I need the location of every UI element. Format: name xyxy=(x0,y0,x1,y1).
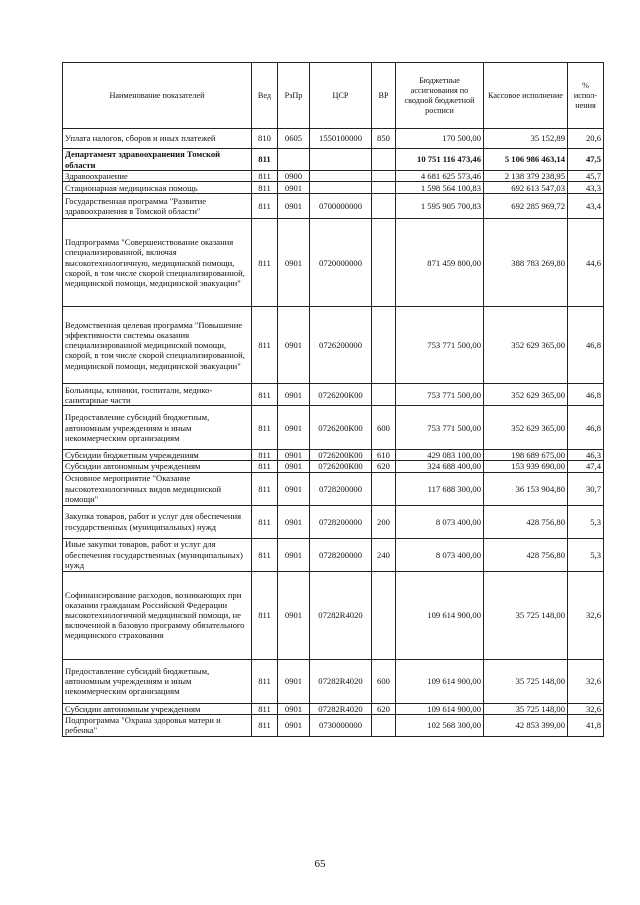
table-row xyxy=(63,171,604,182)
row-rzpr: 0901 xyxy=(278,450,310,461)
row-rzpr: 0901 xyxy=(278,461,310,472)
row-ved: 811 xyxy=(252,714,278,736)
row-vr: 200 xyxy=(372,505,396,538)
table-row xyxy=(63,307,604,384)
row-name: Предоставление субсидий бюджетным, автономным учреждениям и иным некоммерческим организациям xyxy=(63,659,252,703)
row-csr: 0728200000 xyxy=(310,472,372,505)
row-pct: 46,8 xyxy=(568,307,604,384)
row-plan: 4 681 625 573,46 xyxy=(396,171,484,182)
row-csr: 0700000000 xyxy=(310,194,372,219)
row-cash: 428 756,80 xyxy=(484,505,568,538)
row-rzpr: 0901 xyxy=(278,307,310,384)
row-ved: 811 xyxy=(252,538,278,571)
row-pct: 5,3 xyxy=(568,505,604,538)
row-rzpr: 0901 xyxy=(278,472,310,505)
row-pct: 41,8 xyxy=(568,714,604,736)
row-name: Иные закупки товаров, работ и услуг для обеспечения государственных (муниципальных) нужд xyxy=(63,538,252,571)
row-vr xyxy=(372,194,396,219)
row-ved: 811 xyxy=(252,472,278,505)
row-cash: 2 138 379 238,95 xyxy=(484,171,568,182)
table-row xyxy=(63,182,604,194)
row-rzpr xyxy=(278,149,310,171)
row-name: Субсидии бюджетным учреждениям xyxy=(63,450,252,461)
row-ved: 811 xyxy=(252,450,278,461)
row-plan: 871 459 800,00 xyxy=(396,219,484,307)
row-cash: 36 153 904,80 xyxy=(484,472,568,505)
row-cash: 428 756,80 xyxy=(484,538,568,571)
row-cash: 198 689 675,00 xyxy=(484,450,568,461)
row-cash: 352 629 365,00 xyxy=(484,406,568,450)
row-name: Закупка товаров, работ и услуг для обеспечения государственных (муниципальных) нужд xyxy=(63,505,252,538)
row-name: Основное мероприятие "Оказание высокотехнологичных видов медицинской помощи" xyxy=(63,472,252,505)
row-vr: 610 xyxy=(372,450,396,461)
row-rzpr: 0605 xyxy=(278,129,310,149)
row-csr: 0726200000 xyxy=(310,307,372,384)
row-pct: 44,6 xyxy=(568,219,604,307)
table-row xyxy=(63,450,604,461)
row-rzpr: 0901 xyxy=(278,182,310,194)
header-ved: Вед xyxy=(252,63,278,129)
row-rzpr: 0901 xyxy=(278,703,310,714)
header-pct: % испол-нения xyxy=(568,63,604,129)
row-rzpr: 0901 xyxy=(278,659,310,703)
header-csr: ЦСР xyxy=(310,63,372,129)
row-rzpr: 0901 xyxy=(278,714,310,736)
table-row xyxy=(63,149,604,171)
row-ved: 810 xyxy=(252,129,278,149)
row-name: Уплата налогов, сборов и иных платежей xyxy=(63,129,252,149)
row-vr xyxy=(372,472,396,505)
row-vr: 600 xyxy=(372,659,396,703)
row-pct: 46,8 xyxy=(568,406,604,450)
row-plan: 102 568 300,00 xyxy=(396,714,484,736)
row-plan: 753 771 500,00 xyxy=(396,406,484,450)
table-row xyxy=(63,472,604,505)
row-name: Стационарная медицинская помощь xyxy=(63,182,252,194)
table-header-row xyxy=(63,63,604,129)
row-ved: 811 xyxy=(252,461,278,472)
row-ved: 811 xyxy=(252,149,278,171)
row-cash: 42 853 399,00 xyxy=(484,714,568,736)
row-pct: 45,7 xyxy=(568,171,604,182)
row-cash: 153 939 690,00 xyxy=(484,461,568,472)
row-name: Субсидии автономным учреждениям xyxy=(63,703,252,714)
table-row xyxy=(63,384,604,406)
row-pct: 5,3 xyxy=(568,538,604,571)
row-plan: 1 598 564 100,83 xyxy=(396,182,484,194)
row-vr: 600 xyxy=(372,406,396,450)
row-name: Ведомственная целевая программа "Повышение эффективности системы оказания специализированной медицинской помощи, скорой, в том числе скорой специализированной, медицинской помощи, медицинской эвакуации" xyxy=(63,307,252,384)
row-ved: 811 xyxy=(252,171,278,182)
row-csr: 0726200К00 xyxy=(310,406,372,450)
row-plan: 8 073 400,00 xyxy=(396,538,484,571)
row-name: Подпрограмма "Совершенствование оказания специализированной, включая высокотехнологичную, медицинской помощи, скорой, в том числе скорой специализированной, медицинской помощи, медицинской эвакуации" xyxy=(63,219,252,307)
row-name: Подпрограмма "Охрана здоровья матери и ребенка" xyxy=(63,714,252,736)
row-vr xyxy=(372,384,396,406)
row-csr: 0730000000 xyxy=(310,714,372,736)
row-ved: 811 xyxy=(252,307,278,384)
row-pct: 20,6 xyxy=(568,129,604,149)
page-number: 65 xyxy=(314,858,326,870)
row-csr: 07282R4020 xyxy=(310,571,372,659)
row-name: Департамент здравоохранения Томской области xyxy=(63,149,252,171)
row-vr: 620 xyxy=(372,461,396,472)
header-rzpr: РзПр xyxy=(278,63,310,129)
row-csr: 0720000000 xyxy=(310,219,372,307)
row-csr xyxy=(310,182,372,194)
row-cash: 35 725 148,00 xyxy=(484,703,568,714)
header-name: Наименование показателей xyxy=(63,63,252,129)
row-pct: 46,8 xyxy=(568,384,604,406)
row-vr xyxy=(372,307,396,384)
table-row xyxy=(63,194,604,219)
row-ved: 811 xyxy=(252,219,278,307)
row-csr: 0728200000 xyxy=(310,505,372,538)
row-rzpr: 0901 xyxy=(278,219,310,307)
row-vr: 240 xyxy=(372,538,396,571)
row-cash: 35 725 148,00 xyxy=(484,571,568,659)
table-row xyxy=(63,714,604,736)
row-pct: 32,6 xyxy=(568,659,604,703)
budget-execution-table xyxy=(62,62,604,737)
row-pct: 43,3 xyxy=(568,182,604,194)
table-row xyxy=(63,406,604,450)
row-plan: 170 500,00 xyxy=(396,129,484,149)
header-plan: Бюджетные ассигнования по сводной бюджетной росписи xyxy=(396,63,484,129)
row-pct: 47,4 xyxy=(568,461,604,472)
row-rzpr: 0901 xyxy=(278,538,310,571)
row-name: Софинансирование расходов, возникающих при оказании гражданам Российской Федерации высокотехнологичной медицинской помощи, не включенной в базовую программу обязательного медицинского страхования xyxy=(63,571,252,659)
row-rzpr: 0901 xyxy=(278,571,310,659)
row-ved: 811 xyxy=(252,406,278,450)
row-vr: 620 xyxy=(372,703,396,714)
table-row xyxy=(63,129,604,149)
row-vr xyxy=(372,149,396,171)
row-csr: 0726200К00 xyxy=(310,384,372,406)
row-rzpr: 0901 xyxy=(278,194,310,219)
header-cash: Кассовое исполнение xyxy=(484,63,568,129)
table-row xyxy=(63,659,604,703)
row-vr: 850 xyxy=(372,129,396,149)
row-csr: 07282R4020 xyxy=(310,659,372,703)
row-plan: 324 688 400,00 xyxy=(396,461,484,472)
row-plan: 753 771 500,00 xyxy=(396,307,484,384)
row-plan: 10 751 116 473,46 xyxy=(396,149,484,171)
table-row xyxy=(63,219,604,307)
row-ved: 811 xyxy=(252,384,278,406)
row-plan: 1 595 905 700,83 xyxy=(396,194,484,219)
table-row xyxy=(63,571,604,659)
row-cash: 35 725 148,00 xyxy=(484,659,568,703)
row-vr xyxy=(372,219,396,307)
row-pct: 47,5 xyxy=(568,149,604,171)
row-plan: 429 083 100,00 xyxy=(396,450,484,461)
row-pct: 32,6 xyxy=(568,703,604,714)
row-rzpr: 0900 xyxy=(278,171,310,182)
row-ved: 811 xyxy=(252,571,278,659)
header-vr: ВР xyxy=(372,63,396,129)
row-name: Здравоохранение xyxy=(63,171,252,182)
row-name: Субсидии автономным учреждениям xyxy=(63,461,252,472)
table-body xyxy=(63,129,604,737)
row-ved: 811 xyxy=(252,505,278,538)
row-ved: 811 xyxy=(252,182,278,194)
table-row xyxy=(63,538,604,571)
row-plan: 109 614 900,00 xyxy=(396,571,484,659)
row-plan: 8 073 400,00 xyxy=(396,505,484,538)
table-row xyxy=(63,461,604,472)
row-plan: 753 771 500,00 xyxy=(396,384,484,406)
row-csr: 0726200К00 xyxy=(310,461,372,472)
row-cash: 388 783 269,80 xyxy=(484,219,568,307)
row-name: Больницы, клиники, госпитали, медико-санитарные части xyxy=(63,384,252,406)
row-pct: 46,3 xyxy=(568,450,604,461)
row-ved: 811 xyxy=(252,659,278,703)
row-plan: 109 614 900,00 xyxy=(396,659,484,703)
row-ved: 811 xyxy=(252,703,278,714)
row-cash: 692 613 547,03 xyxy=(484,182,568,194)
row-csr: 07282R4020 xyxy=(310,703,372,714)
row-plan: 109 614 900,00 xyxy=(396,703,484,714)
row-name: Предоставление субсидий бюджетным, автономным учреждениям и иным некоммерческим организациям xyxy=(63,406,252,450)
row-ved: 811 xyxy=(252,194,278,219)
row-rzpr: 0901 xyxy=(278,384,310,406)
row-csr xyxy=(310,171,372,182)
table-row xyxy=(63,505,604,538)
row-plan: 117 688 300,00 xyxy=(396,472,484,505)
row-pct: 30,7 xyxy=(568,472,604,505)
row-vr xyxy=(372,171,396,182)
row-vr xyxy=(372,182,396,194)
row-vr xyxy=(372,571,396,659)
row-csr: 0728200000 xyxy=(310,538,372,571)
row-cash: 692 285 969,72 xyxy=(484,194,568,219)
row-cash: 352 629 365,00 xyxy=(484,307,568,384)
row-rzpr: 0901 xyxy=(278,406,310,450)
row-name: Государственная программа "Развитие здравоохранения в Томской области" xyxy=(63,194,252,219)
row-csr: 0726200К00 xyxy=(310,450,372,461)
row-cash: 352 629 365,00 xyxy=(484,384,568,406)
row-csr xyxy=(310,149,372,171)
row-vr xyxy=(372,714,396,736)
row-csr: 1550100000 xyxy=(310,129,372,149)
row-rzpr: 0901 xyxy=(278,505,310,538)
row-cash: 35 152,89 xyxy=(484,129,568,149)
row-pct: 43,4 xyxy=(568,194,604,219)
table-row xyxy=(63,703,604,714)
row-pct: 32,6 xyxy=(568,571,604,659)
row-cash: 5 106 986 463,14 xyxy=(484,149,568,171)
